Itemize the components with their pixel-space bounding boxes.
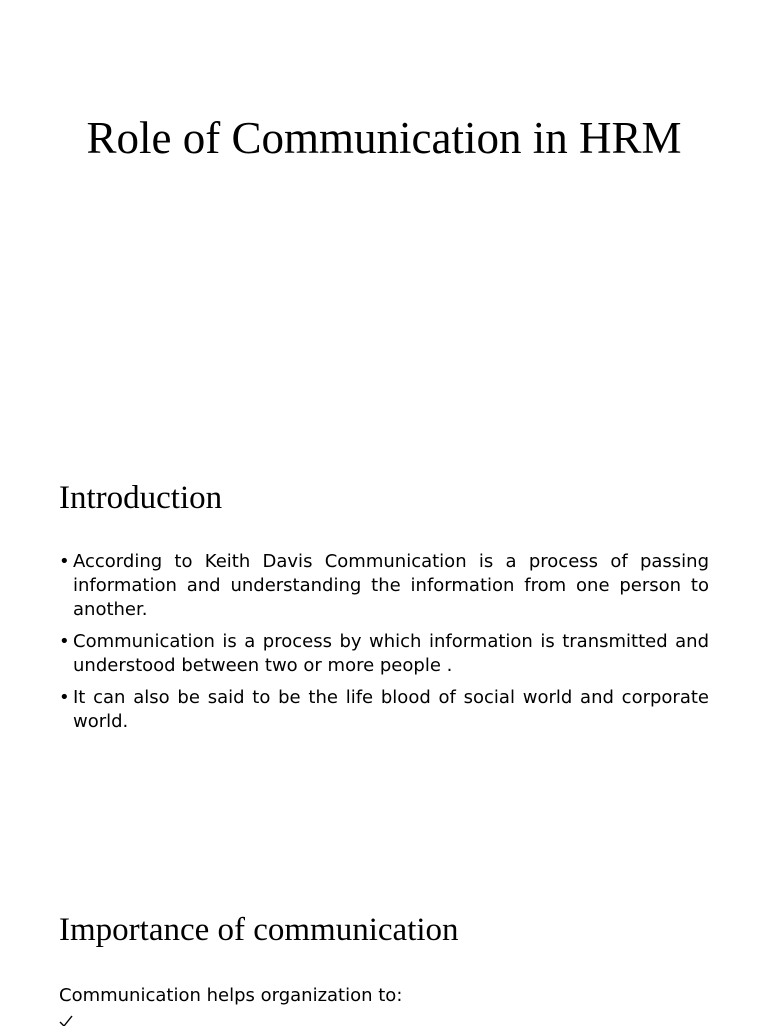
bullet-icon: • bbox=[59, 551, 70, 572]
truncated-list-item bbox=[59, 1014, 559, 1026]
bullet-text: According to Keith Davis Communication is a process of passing information and understanding the information from one person to another. bbox=[73, 551, 709, 620]
bullet-icon: • bbox=[59, 687, 70, 708]
bullet-icon: • bbox=[59, 631, 70, 652]
title-slide bbox=[0, 0, 768, 440]
bullet-text: Communication is a process by which information is transmitted and understood between two or more people . bbox=[73, 631, 709, 676]
checkmark-icon bbox=[59, 1014, 73, 1026]
introduction-heading: Introduction bbox=[59, 480, 223, 516]
importance-slide bbox=[0, 890, 768, 1024]
introduction-bullet-list bbox=[59, 550, 709, 742]
slide-title: Role of Communication in HRM bbox=[86, 113, 682, 163]
bullet-item bbox=[59, 686, 709, 734]
bullet-item bbox=[59, 550, 709, 622]
introduction-slide bbox=[0, 440, 768, 890]
bullet-item bbox=[59, 630, 709, 678]
bullet-text: It can also be said to be the life blood of social world and corporate world. bbox=[73, 687, 709, 732]
importance-lead-text: Communication helps organization to: bbox=[59, 985, 403, 1006]
importance-heading: Importance of communication bbox=[59, 912, 459, 948]
